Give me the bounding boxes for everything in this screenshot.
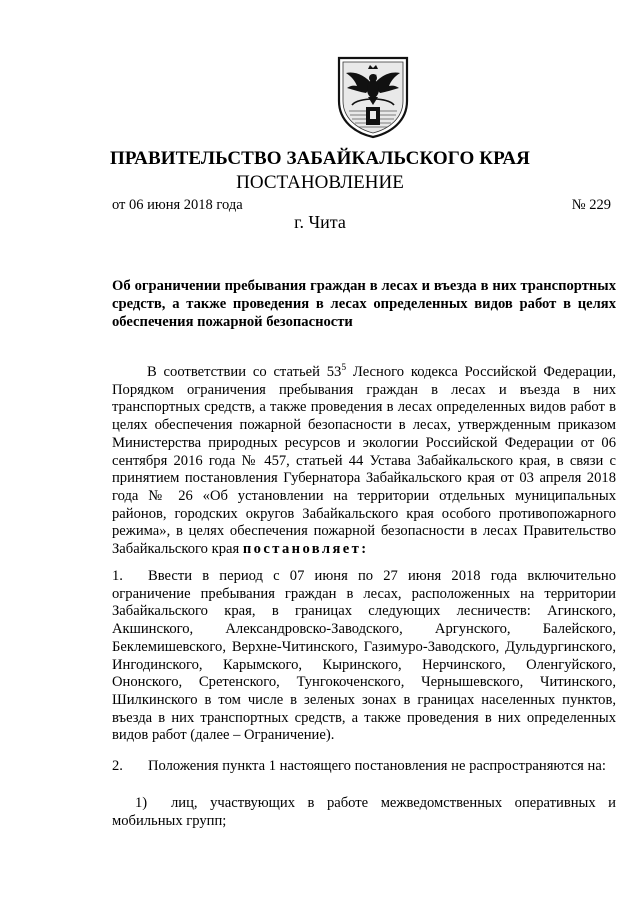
org-title: ПРАВИТЕЛЬСТВО ЗАБАЙКАЛЬСКОГО КРАЯ: [109, 148, 530, 169]
doc-city: г. Чита: [294, 212, 346, 232]
doc-type: ПОСТАНОВЛЕНИЕ: [236, 172, 404, 193]
subitem-text: лиц, участвующих в работе межведомственных оперативных и мобильных групп;: [112, 795, 616, 829]
item-number: 2.: [112, 758, 123, 774]
doc-heading: Об ограничении пребывания граждан в лесах и въезда в них транспортных средств, а также проведения в лесах определенных видов работ в целях обеспечения пожарной безопасности: [112, 278, 616, 330]
item-1: [112, 568, 616, 745]
subitem-1: [112, 795, 616, 830]
item-text: Положения пункта 1 настоящего постановления не распространяются на:: [148, 758, 606, 774]
doc-number: № 229: [571, 197, 611, 213]
preamble-text-start: В соответствии со статьей 53: [147, 364, 342, 380]
superscript-5: 5: [341, 363, 347, 374]
coat-of-arms-icon: [335, 55, 411, 139]
preamble-text-main: Лесного кодекса Российской Федерации, Порядком ограничения пребывания граждан в лесах и въезда в них транспортных средств, а также проведения в лесах определенных видов работ в целях обеспечения пожарной безопасности в лесах, утвержденным приказом Министерства природных ресурсов и экологии Российской Федерации от 06 сентября 2016 года № 457, статьей 44 Устава Забайкальского края, в связи с принятием постановления Губернатора Забайкальского края от 03 апреля 2018 года № 26 «Об установлении на территории отдельных муниципальных районов, городских округов Забайкальского края особого противопожарного режима», в целях обеспечения пожарной безопасности в лесах Правительство Забайкальского края: [112, 364, 616, 558]
item-2: [112, 758, 616, 776]
subitem-number: 1): [135, 795, 148, 811]
item-number: 1.: [112, 568, 123, 584]
decree-word: постановляет:: [242, 541, 369, 558]
doc-date: от 06 июня 2018 года: [112, 197, 243, 213]
item-text: Ввести в период с 07 июня по 27 июня 2018 года включительно ограничение пребывания граждан в лесах, расположенных на территории Забайкальского края, в границах следующих лесничеств: Агинского, Акшинского, Александровско-Заводского, Аргунского, Балейского, Беклемишевского, Верхне-Читинского, Газимуро-Заводского, Дульдургинского, Ингодинского, Карымского, Кыринского, Нерчинского, Оленгуйского, Ононского, Сретенского, Тунгокоченского, Чернышевского, Читинского, Шилкинского в том числе в зеленых зонах в границах населенных пунктов, въезда в них транспортных средств, а также проведения в них определенных видов работ (далее – Ограничение).: [112, 568, 616, 744]
preamble-paragraph: [112, 364, 616, 559]
